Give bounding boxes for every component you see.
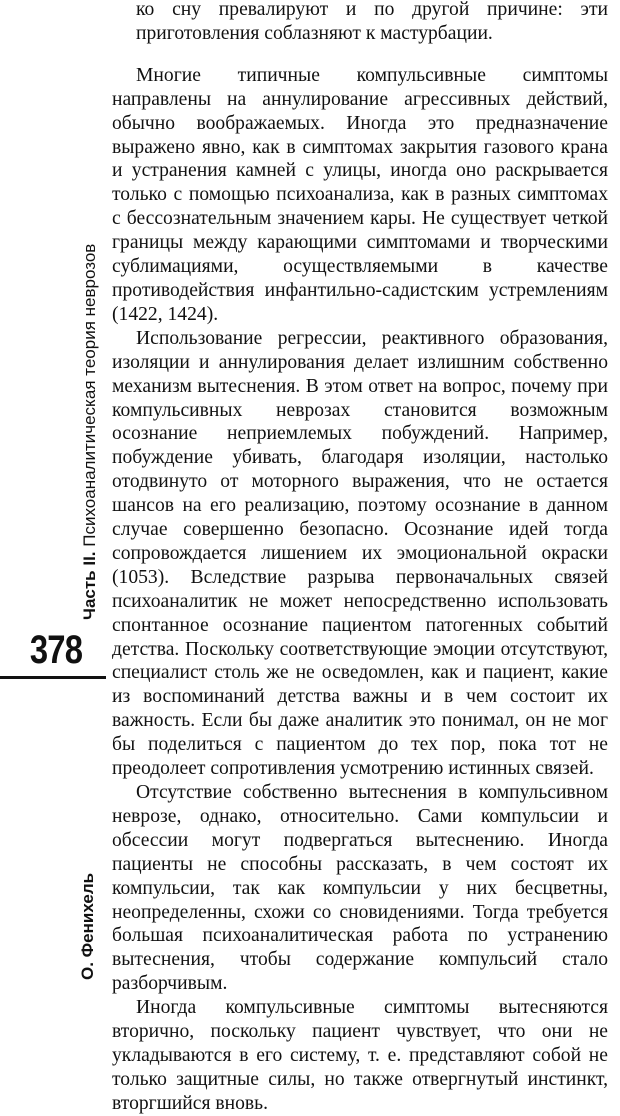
paragraph: Иногда компульсивные симптомы вытесняются вторично, поскольку пациент чувствует, что они не укладываются в его систему, т. е. представляют собой не только защитные силы, но также отвергнутый инстинкт, вторгшийся вновь. bbox=[112, 997, 608, 1114]
running-head-title: Психоаналитическая теория неврозов bbox=[80, 243, 99, 547]
paragraph: Использование регрессии, реактивного образования, изоляции и аннулирования делает излишним собственно механизм вытеснения. В этом ответ на вопрос, почему при компульсивных неврозах становится возможным осознание неприемлемых побуждений. Например, побуждение убивать, благодаря изоляции, настолько отодвинуто от моторного выражения, что не остается шансов на его реализацию, поэтому осознание в данном случае совершенно безопасно. Осознание идей тогда сопровождается лишением их эмоциональной окраски (1053). Вследствие разрыва первоначальных связей психоаналитик не может непосредственно использовать спонтанное осознание пациентом патогенных событий детства. Поскольку соответствующие эмоции отсутствуют, специалист столь же не осведомлен, как и пациент, какие из воспоминаний детства важны и в чем состоит их важность. Если бы даже аналитик это понимал, он не мог бы поделиться с пациентом до тех пор, пока тот не преодолеет сопротивления усмотрению истинных связей. bbox=[112, 327, 608, 780]
paragraph: Отсутствие собственно вытеснения в компульсивном неврозе, однако, относительно. Сами компульсии и обсессии могут подвергаться вытеснению. Иногда пациенты не способны рассказать, в чем состоят их компульсии, так как компульсии у них бесцветны, неопределенны, схожи со сновидениями. Тогда требуется большая психоаналитическая работа по устранению вытеснения, чтобы содержание компульсий стало разборчивым. bbox=[112, 782, 608, 995]
page-number-rule bbox=[0, 676, 106, 679]
paragraph-gap bbox=[112, 46, 608, 64]
page-margin bbox=[0, 0, 112, 994]
page-number: 378 bbox=[29, 628, 83, 672]
paragraph: Многие типичные компульсивные симптомы направлены на аннулирование агрессивных действий, обычно воображаемых. Иногда это предназначение выражено явно, как в симптомах закрытия газового крана и устранения камней с улицы, иногда оно раскрывается только с помощью психоанализа, как в разных симптомах с бессознательным значением кары. Не существует четкой границы между карающими симптомами и творческими сублимациями, осуществляемыми в качестве противодействия инфантильно-садистским устремлениям (1422, 1424). bbox=[112, 64, 608, 325]
author-name: О. Фенихель bbox=[78, 872, 97, 980]
running-head-part: Часть II. bbox=[80, 551, 99, 620]
body-text bbox=[112, 0, 608, 1116]
running-head bbox=[80, 244, 100, 620]
paragraph-continued: ко сну превалируют и по другой причине: эти приготовления соблазняют к мастурбации. bbox=[136, 0, 608, 44]
